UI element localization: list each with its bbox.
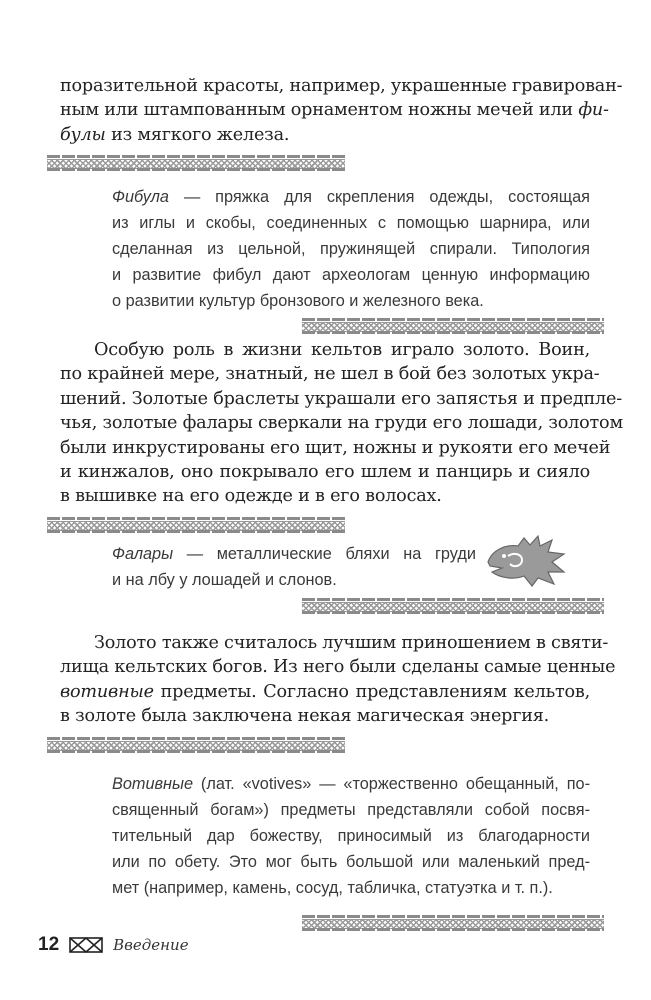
italic-term: булы [60, 124, 106, 145]
text-line [60, 680, 590, 704]
text-line [60, 631, 609, 655]
text-line [60, 338, 590, 362]
text-line [60, 74, 623, 98]
italic-term: фи- [578, 100, 609, 121]
text-line [60, 362, 600, 386]
text-line [60, 123, 590, 147]
page-footer [38, 934, 189, 956]
sidebar-note [112, 541, 476, 593]
ornament-divider [47, 155, 345, 171]
text-line [112, 184, 590, 210]
page-number: 12 [38, 934, 60, 955]
text-segment: в вышивке на его одежде и в его волосах. [60, 486, 442, 507]
text-segment: лища кельтских богов. Из него были сделаны самые ценные [60, 657, 616, 678]
text-segment: и кинжалов, оно покрывало его шлем и панцирь и сияло [60, 461, 590, 482]
text-line [60, 460, 590, 484]
text-line [112, 262, 590, 288]
text-segment: — пряжка для скрепления одежды, состоящая [169, 188, 590, 206]
ornament-divider [47, 517, 345, 533]
text-segment: и на лбу у лошадей и слонов. [112, 571, 337, 589]
italic-term: Фибула [112, 188, 169, 206]
chapter-title: Введение [113, 936, 189, 954]
text-line [112, 823, 590, 849]
ornament-divider [47, 737, 345, 753]
text-segment: по крайней мере, знатный, не шел в бой без золотых укра- [60, 364, 600, 385]
body-paragraph [60, 74, 623, 147]
text-line [60, 387, 622, 411]
italic-term: Вотивные [112, 775, 194, 793]
ornament-divider [302, 915, 604, 931]
text-segment: ным или штампованным орнаментом ножны мечей или [60, 100, 579, 121]
text-segment: шений. Золотые браслеты украшали его запястья и предпле- [60, 388, 622, 409]
text-segment: священный богам») предметы представляли собой посвя- [112, 801, 590, 819]
text-line [112, 236, 590, 262]
text-line [112, 771, 590, 797]
text-segment: из иглы и скобы, соединенных с помощью шарнира, или [112, 214, 590, 232]
text-segment: мет (например, камень, сосуд, табличка, статуэтка и т. п.). [112, 879, 553, 897]
italic-term: вотивные [60, 681, 154, 702]
text-line [60, 411, 623, 435]
celtic-bird-head-icon [484, 532, 568, 588]
text-line [112, 210, 590, 236]
italic-term: Фалары [112, 545, 174, 563]
text-segment: в золоте была заключена некая магическая энергия. [60, 706, 550, 727]
text-line [112, 849, 590, 875]
text-segment: сделанная из цельной, пружинящей спирали. Типология [112, 240, 590, 258]
text-segment: Особую роль в жизни кельтов играло золото. Воин, [94, 340, 590, 360]
text-line [112, 797, 590, 823]
text-segment: поразительной красоты, например, украшенные гравирован- [60, 76, 623, 96]
sidebar-note [112, 184, 590, 314]
text-line [112, 567, 476, 593]
text-line [60, 98, 609, 122]
text-segment: о развитии культур бронзового и железного века. [112, 292, 484, 310]
text-line [60, 704, 590, 728]
sidebar-note [112, 771, 590, 901]
text-segment: — металлические бляхи на груди [173, 545, 476, 563]
text-line [60, 436, 611, 460]
text-segment: тительный дар божеству, приносимый из благодарности [112, 827, 590, 845]
ornament-divider [302, 598, 604, 614]
ornament-divider [302, 318, 604, 334]
body-paragraph [60, 338, 623, 509]
text-line [60, 655, 616, 679]
text-line [112, 541, 476, 567]
text-segment: (лат. «votives» — «торжественно обещанный, по- [193, 775, 590, 793]
text-segment: и развитие фибул дают археологам ценную информацию [112, 266, 590, 284]
text-segment: из мягкого железа. [105, 124, 290, 145]
body-paragraph [60, 631, 616, 729]
text-line [112, 288, 590, 314]
text-segment: предметы. Согласно представлениям кельтов, [153, 681, 590, 702]
text-segment: чья, золотые фалары сверкали на груди его лошади, золотом [60, 413, 623, 434]
celtic-knot-icon [69, 937, 103, 953]
text-segment: или по обету. Это мог быть большой или маленький пред- [112, 853, 590, 871]
text-segment: Золото также считалось лучшим приношением в святи- [94, 633, 609, 653]
text-line [112, 875, 590, 901]
text-segment: были инкрустированы его щит, ножны и рукояти его мечей [60, 437, 611, 458]
text-line [60, 484, 590, 508]
